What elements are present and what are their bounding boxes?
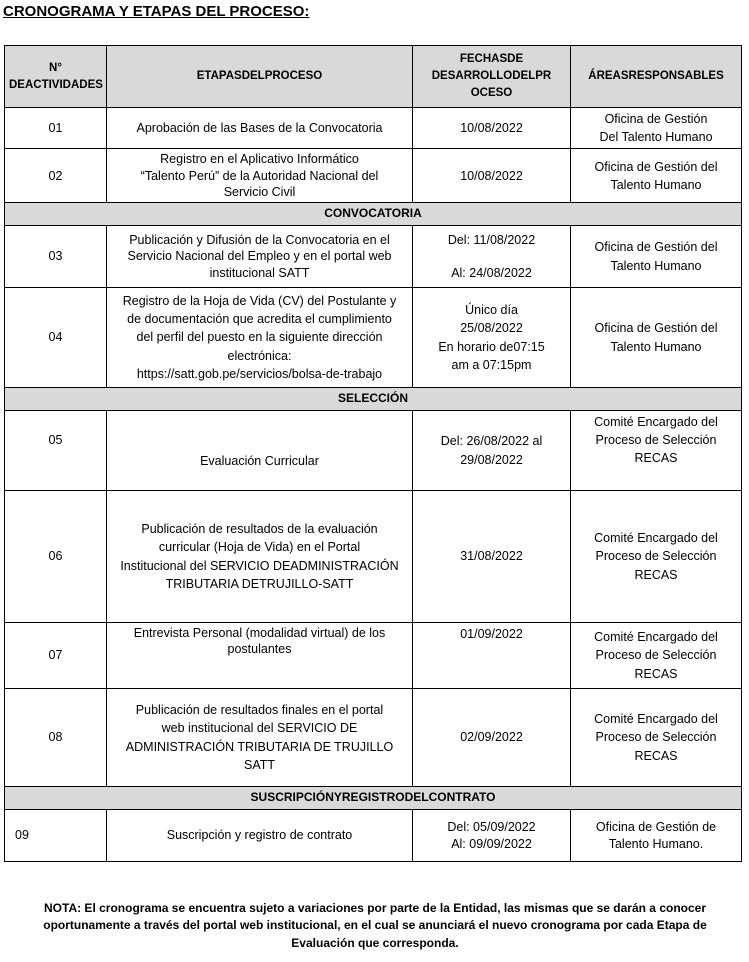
table-row — [5, 288, 742, 388]
activity-number: 01 — [5, 108, 107, 149]
header-activity-number: N° DEACTIVIDADES — [5, 46, 107, 108]
activity-area: Oficina de Gestión del Talento Humano — [571, 226, 742, 288]
section-title: SELECCIÓN — [5, 388, 742, 411]
activity-stage: Publicación de resultados finales en el portal web institucional del SERVICIO DE ADMINISTRACIÓN TRIBUTARIA DE TRUJILLO SATT — [107, 689, 413, 787]
activity-number: 09 — [5, 810, 107, 862]
activity-number: 06 — [5, 491, 107, 623]
activity-number: 03 — [5, 226, 107, 288]
section-row — [5, 203, 742, 226]
header-responsible-areas: ÁREASRESPONSABLES — [571, 46, 742, 108]
activity-date: 10/08/2022 — [413, 149, 571, 203]
table-row — [5, 149, 742, 203]
table-row — [5, 623, 742, 689]
activity-number: 05 — [5, 411, 107, 491]
table-row — [5, 108, 742, 149]
header-dates: FECHASDE DESARROLLODELPR OCESO — [413, 46, 571, 108]
activity-area: Oficina de Gestión Del Talento Humano — [571, 108, 742, 149]
activity-stage: Registro en el Aplicativo Informático “Talento Perú” de la Autoridad Nacional del Servicio Civil — [107, 149, 413, 203]
table-row — [5, 411, 742, 491]
table-row — [5, 689, 742, 787]
table-row — [5, 491, 742, 623]
activity-area: Comité Encargado del Proceso de Selección RECAS — [571, 623, 742, 689]
activity-stage: Publicación de resultados de la evaluación curricular (Hoja de Vida) en el Portal Institucional del SERVICIO DEADMINISTRACIÓN TRIBUTARIA DETRUJILLO-SATT — [107, 491, 413, 623]
activity-date: 01/09/2022 — [413, 623, 571, 689]
activity-date: Del: 05/09/2022 Al: 09/09/2022 — [413, 810, 571, 862]
activity-date: Único día 25/08/2022 En horario de07:15 am a 07:15pm — [413, 288, 571, 388]
schedule-table — [4, 45, 742, 862]
activity-area: Oficina de Gestión de Talento Humano. — [571, 810, 742, 862]
page-title: CRONOGRAMA Y ETAPAS DEL PROCESO: — [3, 3, 310, 20]
activity-number: 08 — [5, 689, 107, 787]
activity-number: 07 — [5, 623, 107, 689]
activity-date: Del: 11/08/2022 Al: 24/08/2022 — [413, 226, 571, 288]
activity-area: Comité Encargado del Proceso de Selección RECAS — [571, 689, 742, 787]
activity-number: 04 — [5, 288, 107, 388]
activity-stage: Registro de la Hoja de Vida (CV) del Postulante y de documentación que acredita el cumplimiento del perfil del puesto en la siguiente dirección electrónica: https://satt.gob.pe/servicios/bolsa-de-trabajo — [107, 288, 413, 388]
activity-date: 31/08/2022 — [413, 491, 571, 623]
activity-area: Comité Encargado del Proceso de Selección RECAS — [571, 491, 742, 623]
activity-number: 02 — [5, 149, 107, 203]
section-row — [5, 388, 742, 411]
section-title: SUSCRIPCIÓNYREGISTRODELCONTRATO — [5, 787, 742, 810]
activity-date: 10/08/2022 — [413, 108, 571, 149]
section-row — [5, 787, 742, 810]
section-title: CONVOCATORIA — [5, 203, 742, 226]
activity-area: Oficina de Gestión del Talento Humano — [571, 288, 742, 388]
table-row — [5, 810, 742, 862]
activity-stage: Entrevista Personal (modalidad virtual) de los postulantes — [107, 623, 413, 689]
activity-stage: Evaluación Curricular — [107, 411, 413, 491]
activity-date: 02/09/2022 — [413, 689, 571, 787]
header-process-stages: ETAPASDELPROCESO — [107, 46, 413, 108]
table-row — [5, 226, 742, 288]
activity-stage: Aprobación de las Bases de la Convocatoria — [107, 108, 413, 149]
footnote: NOTA: El cronograma se encuentra sujeto a variaciones por parte de la Entidad, las mismas que se darán a conocer oportunamente a través del portal web institucional, en el cual se anunciará el nuevo cronograma por cada Etapa de Evaluación que corresponda. — [43, 901, 707, 950]
activity-stage: Suscripción y registro de contrato — [107, 810, 413, 862]
activity-stage: Publicación y Difusión de la Convocatoria en el Servicio Nacional del Empleo y en el portal web institucional SATT — [107, 226, 413, 288]
activity-area: Comité Encargado del Proceso de Selección RECAS — [571, 411, 742, 491]
activity-date: Del: 26/08/2022 al 29/08/2022 — [413, 411, 571, 491]
activity-area: Oficina de Gestión del Talento Humano — [571, 149, 742, 203]
